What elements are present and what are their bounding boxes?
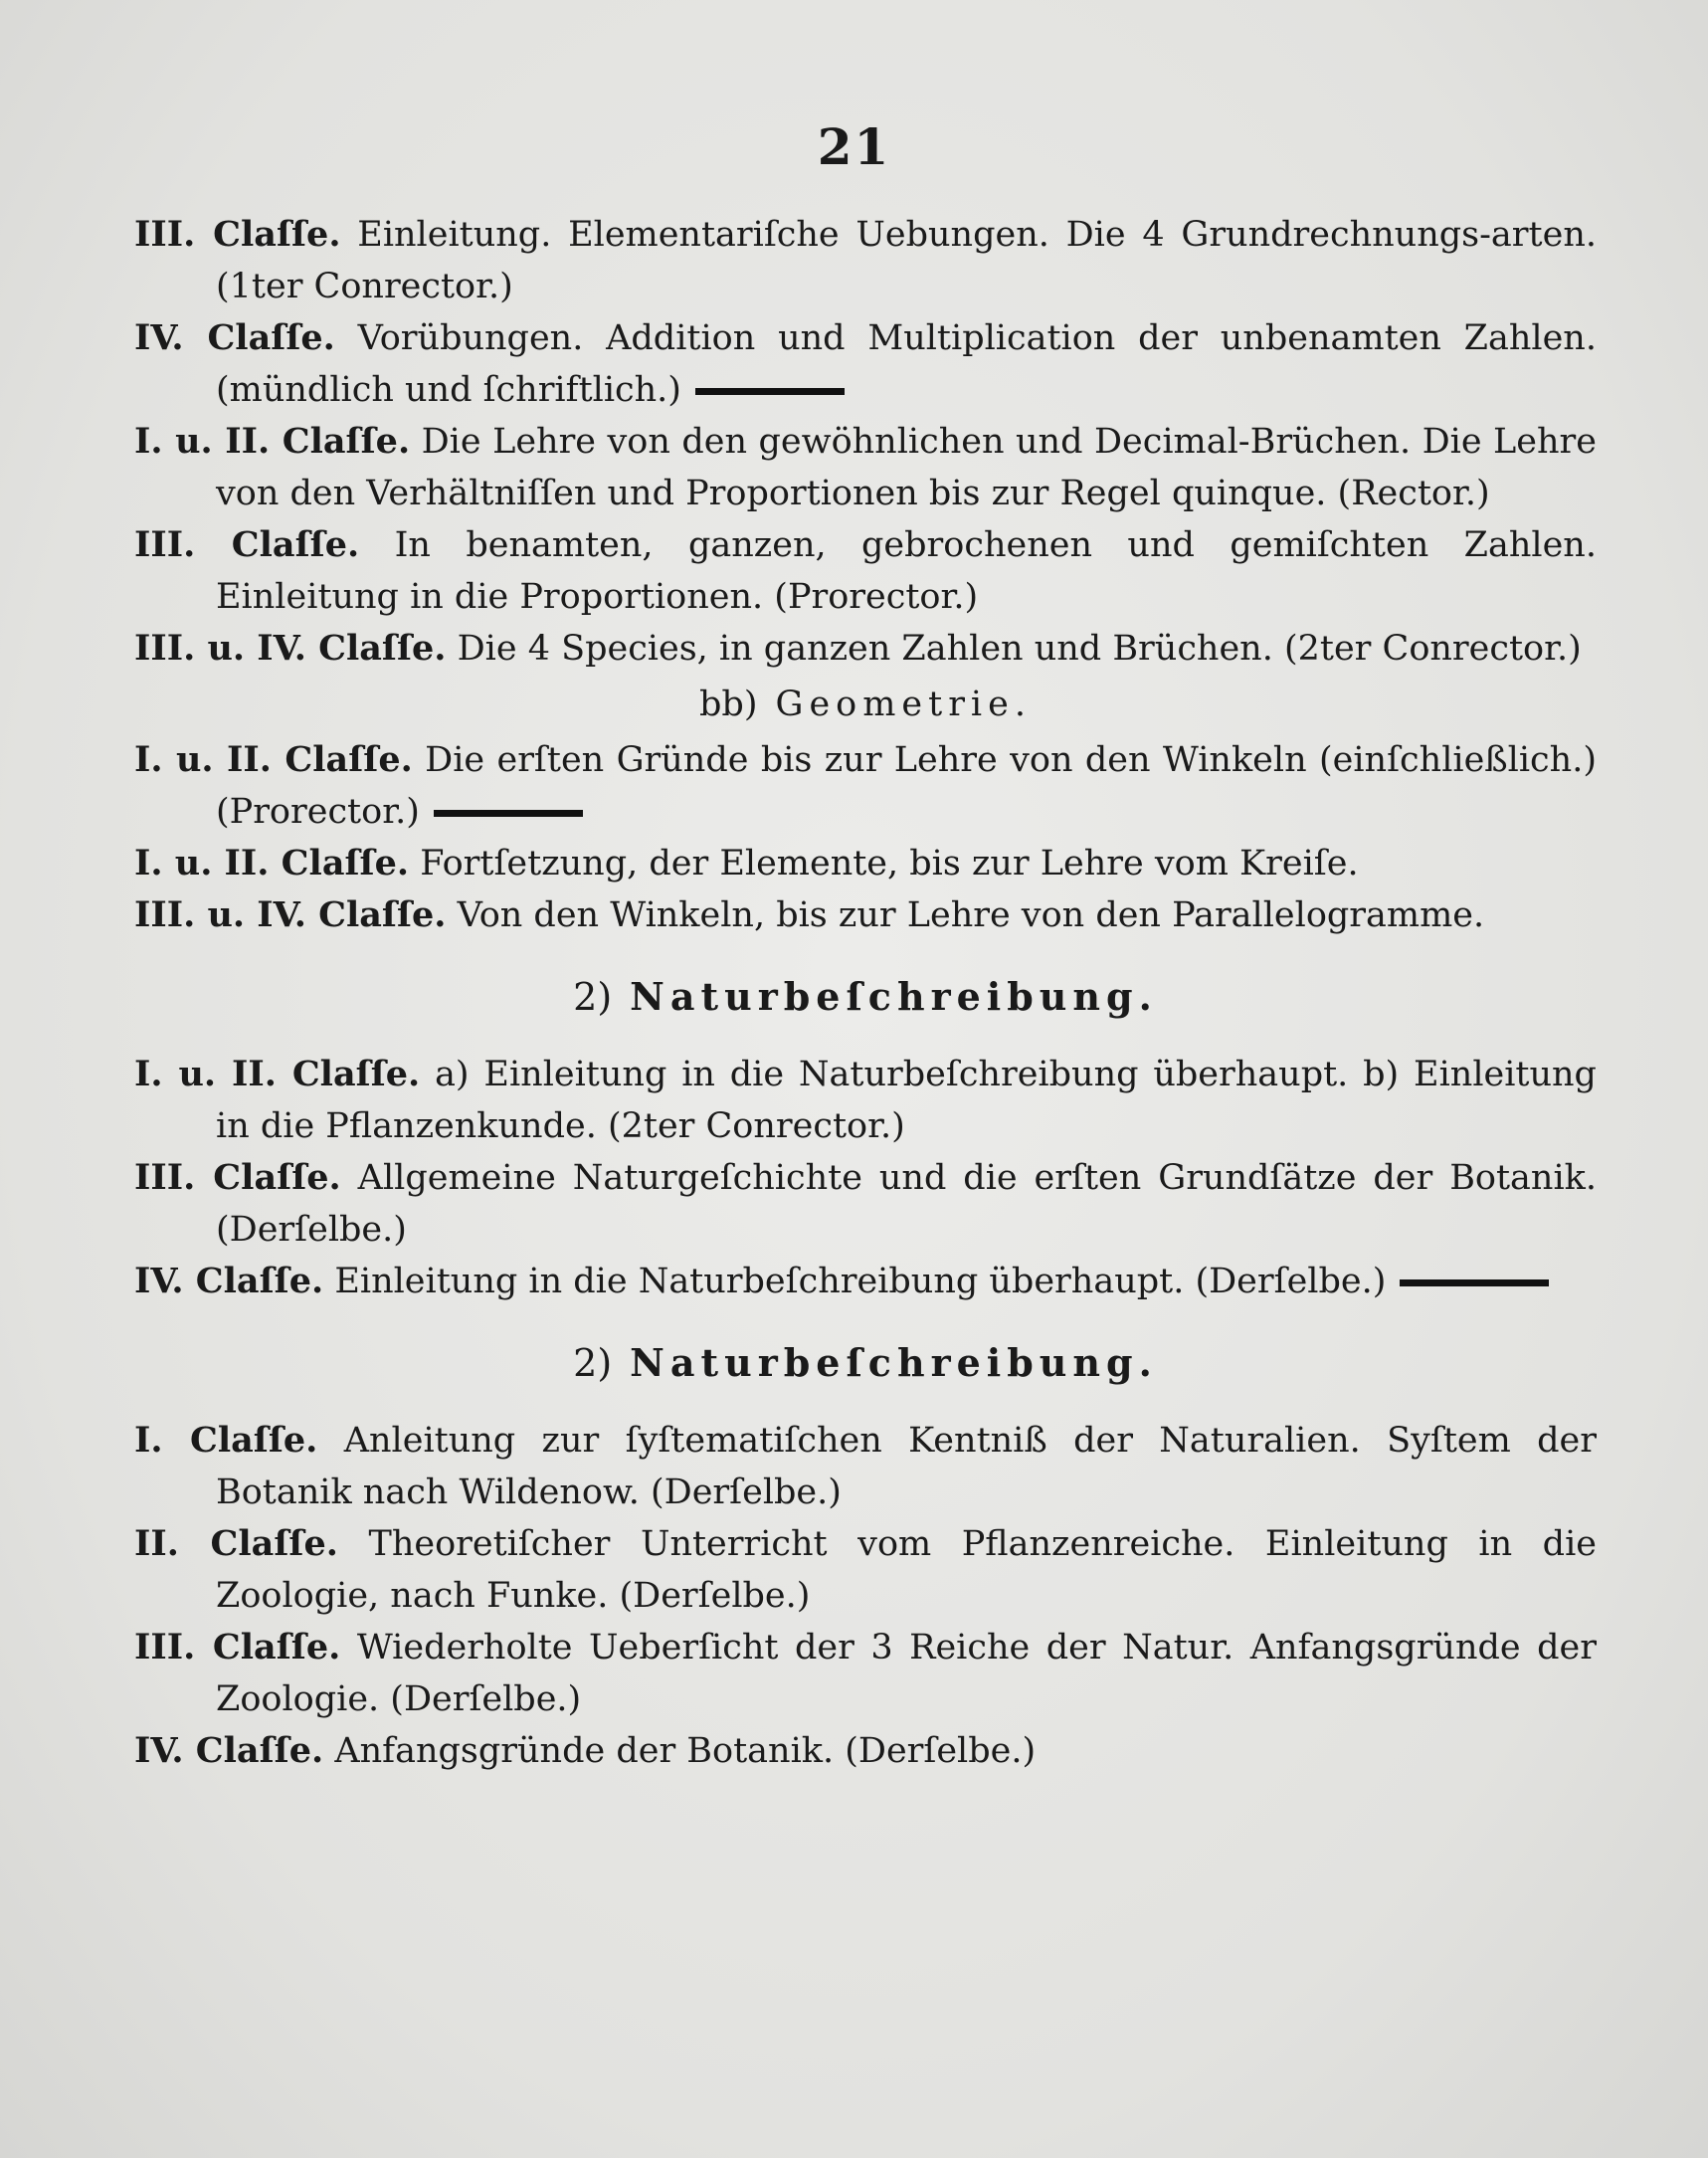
section-divider-rule (434, 810, 583, 817)
class-label: I. u. II. Claſſe. (134, 421, 411, 462)
entry (134, 312, 1597, 416)
class-label: IV. Claſſe. (134, 1261, 324, 1301)
entry-text: Allgemeine Naturgeſchichte und die erſten Grundſätze der Botanik. (Derſelbe.) (216, 1158, 1597, 1250)
entry-text: Wiederholte Ueberſicht der 3 Reiche der Natur. Anfangsgründe der Zoologie. (Derſelbe.) (216, 1628, 1597, 1719)
class-label: III. u. IV. Claſſe. (134, 894, 447, 935)
entry (134, 838, 1597, 889)
entry-text: a) Einleitung in die Naturbeſchreibung überhaupt. b) Einleitung in die Pflanzenkunde. (2ter Conrector.) (216, 1055, 1597, 1146)
page-content (134, 209, 1597, 1777)
page-number: 21 (817, 117, 891, 176)
section-geometrie (134, 734, 1597, 941)
heading-title: Naturbeſchreibung. (630, 974, 1158, 1019)
heading-number: 2) (573, 1341, 613, 1385)
heading-title: Geometrie. (775, 685, 1032, 724)
entry-text: Theoretiſcher Unterricht vom Pflanzenreiche. Einleitung in die Zoologie, nach Funke. (Derſelbe.) (216, 1524, 1597, 1616)
section-heading-geometrie (134, 679, 1597, 730)
class-label: II. Claſſe. (134, 1523, 338, 1564)
entry-text: In benamten, ganzen, gebrochenen und gemiſchten Zahlen. Einleitung in die Proportionen. (Prorector.) (216, 525, 1597, 617)
class-label: III. Claſſe. (134, 1627, 341, 1668)
section-arithmetik (134, 209, 1597, 675)
entry-text: Fortſetzung, der Elemente, bis zur Lehre vom Kreiſe. (420, 844, 1359, 883)
entry (134, 416, 1597, 519)
entry (134, 1049, 1597, 1152)
entry-text: Die Lehre von den gewöhnlichen und Decimal-Brüchen. Die Lehre von den Verhältniſſen und Proportionen bis zur Regel quinque. (Rector.) (216, 422, 1597, 513)
section-naturbeschreibung-2 (134, 1415, 1597, 1777)
class-label: III. Claſſe. (134, 214, 341, 255)
section-naturbeschreibung-1 (134, 1049, 1597, 1307)
class-label: IV. Claſſe. (134, 317, 335, 358)
section-heading-naturbeschreibung (134, 1337, 1597, 1389)
entry (134, 1518, 1597, 1622)
class-label: I. Claſſe. (134, 1420, 318, 1461)
class-label: IV. Claſſe. (134, 1730, 324, 1771)
class-label: III. Claſſe. (134, 524, 360, 565)
class-label: I. u. II. Claſſe. (134, 1054, 421, 1094)
entry-text: Anfangsgründe der Botanik. (Derſelbe.) (334, 1731, 1037, 1771)
entry-text: Anleitung zur ſyſtematiſchen Kentniß der Naturalien. Syſtem der Botanik nach Wildenow. (Derſelbe.) (216, 1421, 1597, 1512)
entry-text: Vorübungen. Addition und Multiplication der unbenamten Zahlen. (mündlich und ſchriftlich.) (216, 318, 1597, 410)
section-heading-naturbeschreibung (134, 971, 1597, 1023)
entry-text: Einleitung. Elementariſche Uebungen. Die 4 Grundrechnungs-arten. (1ter Conrector.) (216, 215, 1597, 306)
class-label: III. u. IV. Claſſe. (134, 628, 447, 669)
entry (134, 1152, 1597, 1256)
entry (134, 1725, 1597, 1777)
entry (134, 1415, 1597, 1518)
class-label: I. u. II. Claſſe. (134, 739, 413, 780)
class-label: III. Claſſe. (134, 1157, 341, 1198)
section-divider-rule (1400, 1279, 1549, 1286)
entry (134, 734, 1597, 838)
entry (134, 623, 1597, 675)
class-label: I. u. II. Claſſe. (134, 843, 410, 883)
entry (134, 519, 1597, 623)
entry-text: Einleitung in die Naturbeſchreibung überhaupt. (Derſelbe.) (334, 1262, 1387, 1301)
section-divider-rule (695, 388, 845, 395)
entry (134, 1256, 1597, 1307)
entry-text: Von den Winkeln, bis zur Lehre von den Parallelogramme. (457, 895, 1485, 935)
entry (134, 1622, 1597, 1725)
entry (134, 889, 1597, 941)
entry-text: Die 4 Species, in ganzen Zahlen und Brüchen. (2ter Conrector.) (457, 629, 1582, 669)
heading-number: bb) (699, 685, 758, 724)
entry (134, 209, 1597, 312)
heading-title: Naturbeſchreibung. (630, 1340, 1158, 1385)
entry-text: Die erſten Gründe bis zur Lehre von den Winkeln (einſchließlich.) (Prorector.) (216, 740, 1597, 832)
heading-number: 2) (573, 975, 613, 1019)
